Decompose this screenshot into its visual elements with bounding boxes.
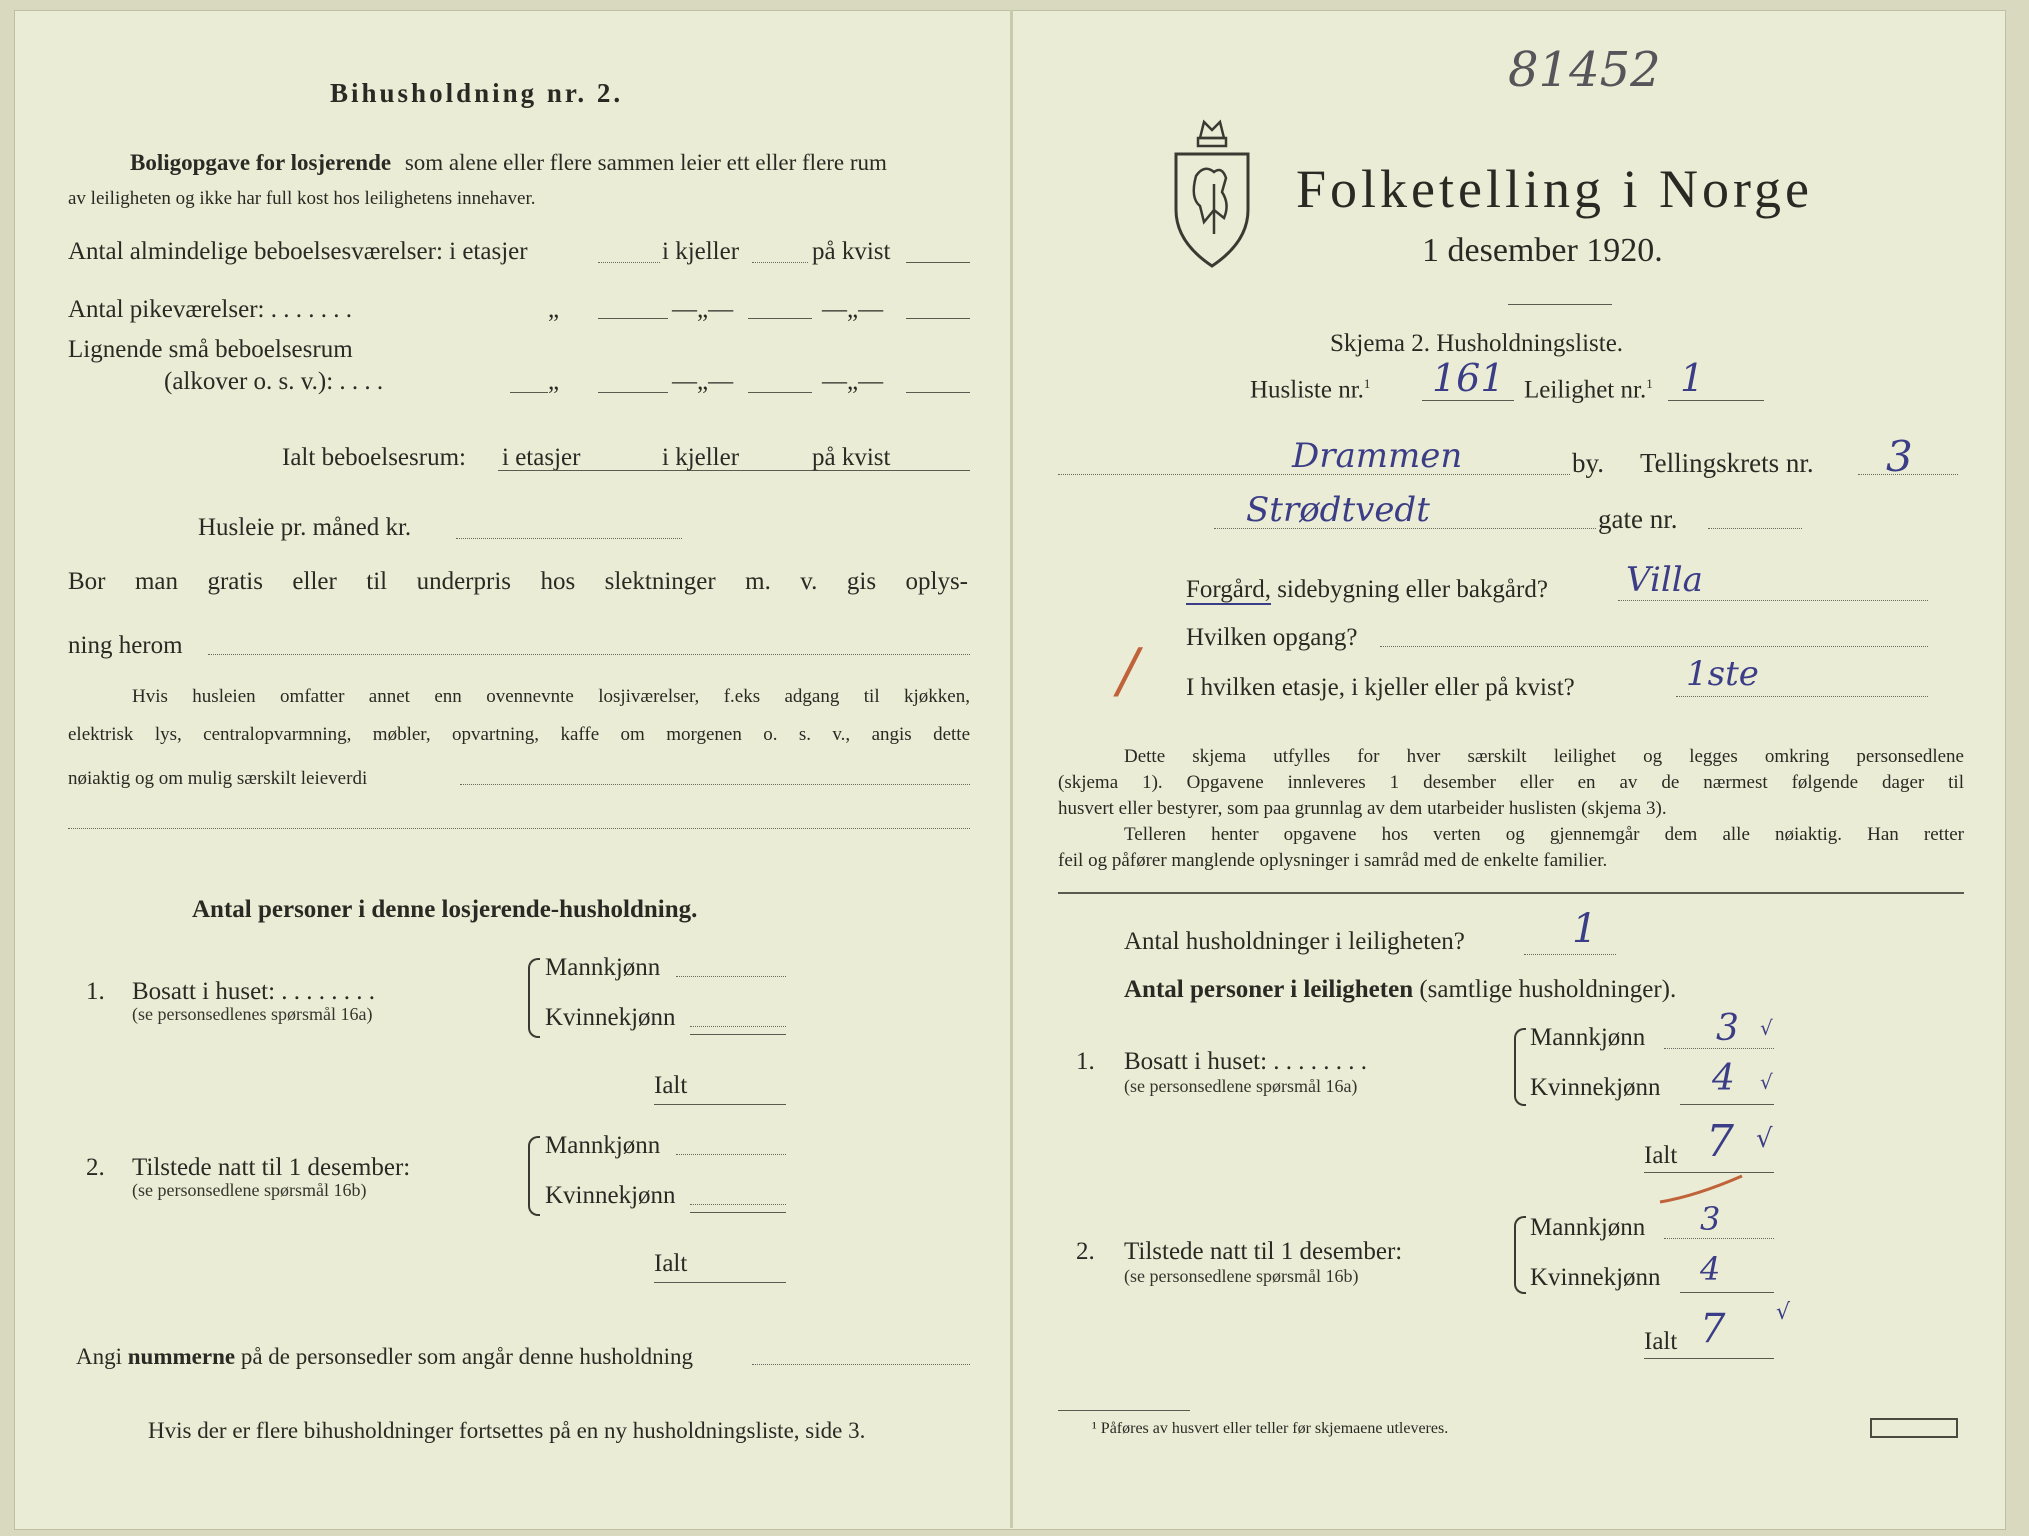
left-q2-brace — [528, 1136, 540, 1216]
left-q1-ialt-label: Ialt — [654, 1072, 688, 1099]
margin-mark: / — [1118, 636, 1139, 706]
antal-pers-bold: Antal personer i leiligheten — [1124, 976, 1414, 1003]
leieverdi-field-2[interactable] — [68, 828, 970, 829]
bor-man-field[interactable] — [208, 654, 970, 655]
right-q1-ialt-label: Ialt — [1644, 1142, 1678, 1169]
right-q1-sum-line — [1680, 1104, 1774, 1105]
leilighet-field — [1668, 400, 1764, 401]
right-q2-kvinne-value[interactable]: 4 — [1700, 1250, 1721, 1288]
left-q1-kvinne-label: Kvinnekjønn — [545, 1004, 676, 1031]
ialt-etasjer-label: i etasjer — [502, 444, 581, 471]
husliste-footnote-mark: 1 — [1363, 376, 1371, 391]
opgang-field[interactable] — [1380, 646, 1928, 647]
right-q2-mann-value[interactable]: 3 — [1700, 1200, 1721, 1238]
rooms-etasjer-field[interactable] — [598, 262, 660, 263]
husleie-field[interactable] — [456, 538, 682, 539]
title-rule — [1508, 304, 1612, 305]
right-q2-mann-field — [1664, 1238, 1774, 1239]
by-field — [1058, 474, 1570, 475]
left-q2-label: Tilstede natt til 1 desember: — [132, 1154, 411, 1181]
right-q1-kvinne-label: Kvinnekjønn — [1530, 1074, 1661, 1101]
etasje-value[interactable]: 1ste — [1686, 654, 1759, 694]
right-q2-sub: (se personsedlene spørsmål 16b) — [1124, 1266, 1359, 1286]
gate-value[interactable]: Strødtvedt — [1246, 490, 1430, 530]
intro-rest: som alene eller flere sammen leier ett eller flere rum — [404, 150, 887, 175]
leilighet-value[interactable]: 1 — [1680, 356, 1705, 400]
right-q1-mann-label: Mannkjønn — [1530, 1024, 1646, 1051]
skjema-label: Skjema 2. Husholdningsliste. — [1330, 330, 1624, 357]
right-q2-mann-label: Mannkjønn — [1530, 1214, 1646, 1241]
info-line-1: Dette skjema utfylles for hver særskilt leilighet og legges omkring personsedlene — [1124, 746, 1964, 767]
krets-label: Tellingskrets nr. — [1640, 448, 1814, 478]
intro-bold: Boligopgave for losjerende — [130, 150, 392, 175]
left-q1-label: Bosatt i huset: . . . . . . . . — [132, 978, 376, 1005]
lignende-field-1[interactable] — [598, 392, 668, 393]
intro-line-2: av leiligheten og ikke har full kost hos leilighetens innehaver. — [68, 188, 536, 209]
lignende-ditto-2: —„— — [672, 368, 734, 395]
bor-man-line-1: Bor man gratis eller til underpris hos slektninger m. v. gis oplys- — [68, 568, 968, 595]
right-q1-brace — [1514, 1028, 1526, 1106]
by-label: by. — [1572, 448, 1604, 478]
hvis-line-1: Hvis husleien omfatter annet enn ovennevnte losjiværelser, f.eks adgang til kjøkken, — [132, 686, 970, 707]
pike-ditto-3: —„— — [822, 296, 884, 323]
form-title: Folketelling i Norge — [1296, 159, 1813, 219]
pike-field-1[interactable] — [598, 318, 668, 319]
husliste-field — [1422, 400, 1514, 401]
by-value[interactable]: Drammen — [1292, 436, 1463, 476]
left-q2-sub: (se personsedlene spørsmål 16b) — [132, 1180, 367, 1200]
krets-value[interactable]: 3 — [1886, 432, 1913, 481]
gate-label: gate nr. — [1598, 504, 1678, 534]
right-q2-ialt-label: Ialt — [1644, 1328, 1678, 1355]
ialt-rooms-label: Ialt beboelsesrum: — [282, 444, 466, 471]
leieverdi-field[interactable] — [460, 784, 970, 785]
rooms-kjeller-label: i kjeller — [662, 238, 740, 265]
left-q1-mann-field[interactable] — [676, 976, 786, 977]
lignende-ditto-3: —„— — [822, 368, 884, 395]
left-title: Bihusholdning nr. 2. — [330, 78, 624, 108]
husliste-value[interactable]: 161 — [1432, 356, 1505, 400]
footnote: ¹ Påføres av husvert eller teller før skjemaene utleveres. — [1092, 1420, 1449, 1437]
lignende-label-1: Lignende små beboelsesrum — [68, 336, 353, 363]
pike-ditto-1: „ — [548, 296, 560, 323]
lignende-field-0[interactable] — [510, 392, 548, 393]
forgaard-marked: Forgård, — [1186, 576, 1271, 603]
left-q2-mann-field[interactable] — [676, 1154, 786, 1155]
right-q2-brace — [1514, 1216, 1526, 1294]
right-q2-sum-line — [1680, 1292, 1774, 1293]
antal-hush-label: Antal husholdninger i leiligheten? — [1124, 928, 1465, 955]
antal-pers-line — [1124, 976, 1676, 1004]
pike-label: Antal pikeværelser: . . . . . . . — [68, 296, 352, 323]
forgaard-value[interactable]: Villa — [1626, 560, 1703, 600]
leilighet-text: Leilighet nr. — [1524, 376, 1647, 404]
gate-field — [1214, 528, 1596, 529]
left-q2-num: 2. — [86, 1154, 105, 1181]
right-q1-mann-field — [1664, 1048, 1774, 1049]
angi-bold: nummerne — [127, 1344, 236, 1369]
intro-line-1 — [130, 150, 887, 176]
left-q1-sum-line — [690, 1034, 786, 1035]
info-rule — [1058, 892, 1964, 894]
lignende-ditto-1: „ — [548, 368, 560, 395]
forgaard-line — [1186, 576, 1548, 604]
rooms-label: Antal almindelige beboelsesværelser: i etasjer — [68, 238, 528, 265]
lignende-label-2: (alkover o. s. v.): . . . . — [164, 368, 384, 395]
right-q2-num: 2. — [1076, 1238, 1095, 1265]
page-fold — [1010, 10, 1013, 1528]
ialt-kjeller-label: i kjeller — [662, 444, 740, 471]
left-q1-num: 1. — [86, 978, 105, 1005]
left-q1-ialt-field[interactable] — [654, 1104, 786, 1105]
left-q2-mann-label: Mannkjønn — [545, 1132, 661, 1159]
archive-number: 81452 — [1508, 42, 1661, 98]
krets-field — [1858, 474, 1958, 475]
antal-hush-value[interactable]: 1 — [1572, 906, 1598, 952]
left-footer: Hvis der er flere bihusholdninger fortsettes på en ny husholdningsliste, side 3. — [148, 1418, 866, 1443]
right-q1-kvinne-check: √ — [1760, 1070, 1773, 1094]
left-q2-sum-line — [690, 1212, 786, 1213]
husliste-label — [1250, 376, 1370, 404]
left-q1-brace — [528, 958, 540, 1038]
pike-ditto-2: —„— — [672, 296, 734, 323]
hvis-line-3: nøiaktig og om mulig særskilt leieverdi — [68, 768, 368, 789]
left-antal-title: Antal personer i denne losjerende-husholdning. — [192, 896, 698, 923]
left-q2-ialt-label: Ialt — [654, 1250, 688, 1277]
info-line-3: husvert eller bestyrer, som paa grunnlag av dem utarbeider huslisten (skjema 3). — [1058, 798, 1667, 819]
right-q2-ialt-check: √ — [1776, 1300, 1791, 1325]
ialt-kvist-label: på kvist — [812, 444, 891, 471]
right-q2-ialt-field — [1644, 1358, 1774, 1359]
leilighet-label — [1524, 376, 1653, 404]
angi-pre: Angi — [76, 1344, 122, 1369]
right-q1-ialt-check: √ — [1756, 1124, 1773, 1154]
left-q1-mann-label: Mannkjønn — [545, 954, 661, 981]
left-q1-kvinne-field[interactable] — [690, 1026, 786, 1027]
gate-nr-field[interactable] — [1708, 528, 1802, 529]
form-date: 1 desember 1920. — [1422, 232, 1663, 269]
left-q2-kvinne-field[interactable] — [690, 1204, 786, 1205]
husliste-text: Husliste nr. — [1250, 376, 1364, 404]
footnote-rule — [1058, 1410, 1190, 1411]
right-q2-ialt-value[interactable]: 7 — [1700, 1306, 1726, 1352]
opgang-label: Hvilken opgang? — [1186, 624, 1358, 651]
angi-field[interactable] — [752, 1364, 970, 1365]
lignende-field-3[interactable] — [906, 392, 970, 393]
etasje-label: I hvilken etasje, i kjeller eller på kvist? — [1186, 674, 1575, 701]
forgaard-rest: sidebygning eller bakgård? — [1277, 576, 1548, 603]
left-q2-kvinne-label: Kvinnekjønn — [545, 1182, 676, 1209]
rooms-kvist-field[interactable] — [906, 262, 970, 263]
pike-field-2[interactable] — [748, 318, 812, 319]
left-q1-sub: (se personsedlenes spørsmål 16a) — [132, 1004, 373, 1024]
antal-pers-rest: (samtlige husholdninger). — [1419, 976, 1677, 1003]
right-q1-ialt-value[interactable]: 7 — [1706, 1116, 1734, 1167]
pike-field-3[interactable] — [906, 318, 970, 319]
bor-man-line-2: ning herom — [68, 632, 183, 659]
left-q2-ialt-field[interactable] — [654, 1282, 786, 1283]
info-line-2: (skjema 1). Opgavene innleveres 1 desember eller en av de nærmest følgende dager til — [1058, 772, 1964, 793]
rooms-kvist-label: på kvist — [812, 238, 891, 265]
right-q1-mann-check: √ — [1760, 1016, 1773, 1040]
norway-coat-of-arms-icon — [1170, 118, 1254, 270]
angi-line — [76, 1344, 693, 1370]
right-q1-mann-value[interactable]: 3 — [1716, 1008, 1739, 1049]
printer-stamp — [1870, 1418, 1958, 1438]
antal-hush-field — [1524, 954, 1616, 955]
right-q2-kvinne-label: Kvinnekjønn — [1530, 1264, 1661, 1291]
forgaard-field — [1618, 600, 1928, 601]
right-q2-label: Tilstede natt til 1 desember: — [1124, 1238, 1403, 1265]
angi-post: på de personsedler som angår denne husholdning — [240, 1344, 694, 1369]
right-q1-kvinne-value[interactable]: 4 — [1712, 1058, 1735, 1099]
info-line-4: Telleren henter opgavene hos verten og gjennemgår dem alle nøiaktig. Han retter — [1124, 824, 1964, 845]
lignende-field-2[interactable] — [748, 392, 812, 393]
rooms-kjeller-field[interactable] — [752, 262, 808, 263]
husleie-label: Husleie pr. måned kr. — [198, 514, 412, 541]
right-q1-num: 1. — [1076, 1048, 1095, 1075]
hvis-line-2: elektrisk lys, centralopvarmning, møbler, opvartning, kaffe om morgenen o. s. v., angis dette — [68, 724, 970, 745]
info-line-5: feil og påfører manglende oplysninger i samråd med de enkelte familier. — [1058, 850, 1608, 871]
etasje-field — [1676, 696, 1928, 697]
leilighet-footnote-mark: 1 — [1646, 376, 1653, 391]
right-q1-sub: (se personsedlene spørsmål 16a) — [1124, 1076, 1358, 1096]
right-q1-label: Bosatt i huset: . . . . . . . . — [1124, 1048, 1368, 1075]
